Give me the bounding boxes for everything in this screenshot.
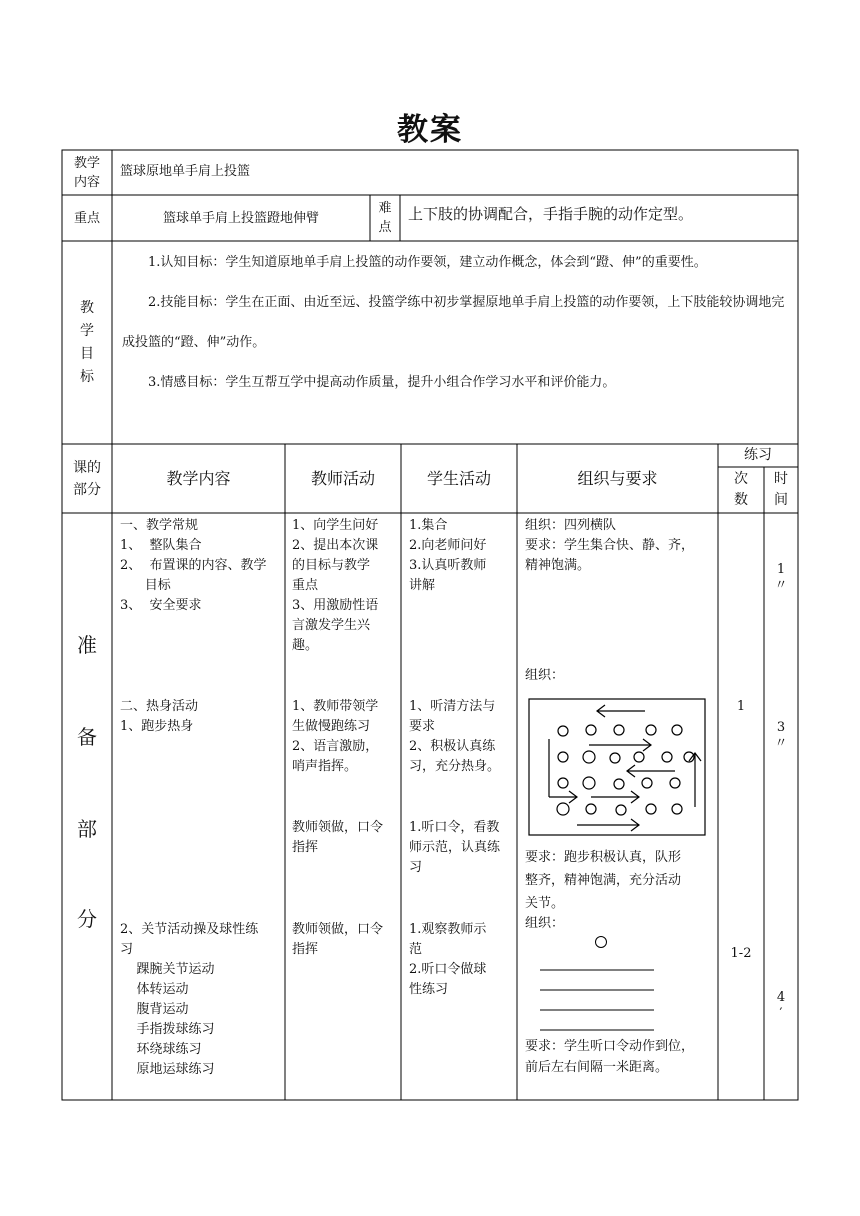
content-warmup: 二、热身活动 1、跑步热身 bbox=[120, 699, 199, 734]
section-name-1: 准 bbox=[77, 633, 97, 657]
student-warmup: 1、听清方法与 要求 2、积极认真练 习，充分热身。 bbox=[409, 699, 501, 774]
header-practice: 练习 bbox=[744, 447, 772, 463]
content-value: 篮球原地单手肩上投篮 bbox=[120, 164, 251, 179]
section-name-2: 备 bbox=[77, 725, 97, 749]
objective-1: 1.认知目标：学生知道原地单手肩上投篮的动作要领，建立动作概念，体会到“蹬、伸”的重要性。 bbox=[148, 255, 707, 270]
section-name-3: 部 bbox=[77, 817, 97, 841]
org-warmup-requirements: 要求：跑步积极认真，队形 整齐，精神饱满，充分活动 关节。 组织： bbox=[525, 850, 682, 931]
content-label: 教学 内容 bbox=[73, 155, 100, 190]
student-ball-practice: 1.观察教师示 范 2.听口令做球 性练习 bbox=[409, 922, 487, 997]
header-time: 时 间 bbox=[774, 471, 788, 508]
header-count: 次 数 bbox=[734, 471, 748, 508]
content-joint-exercise: 2、关节活动操及球性练 习 踝腕关节运动 体转运动 腹背运动 手指拨球练习 环绕球练习 原地运球练习 bbox=[120, 922, 259, 1077]
header-student: 学生活动 bbox=[426, 469, 491, 488]
running-formation-diagram bbox=[527, 697, 707, 837]
time-routine: 1 〃 bbox=[774, 562, 788, 593]
difficulty-label: 难 点 bbox=[378, 201, 392, 235]
count-ball-practice: 1-2 bbox=[730, 946, 752, 961]
header-teacher: 教师活动 bbox=[310, 469, 375, 488]
header-part: 课的 部分 bbox=[73, 459, 101, 498]
student-routine: 1.集合 2.向老师问好 3.认真听教师 讲解 bbox=[409, 518, 487, 593]
objectives-label: 教 学 目 标 bbox=[80, 299, 94, 385]
teacher-demo-1: 教师领做，口令 指挥 bbox=[292, 820, 384, 855]
time-ball-practice: 4 ′ bbox=[776, 990, 786, 1021]
teacher-warmup: 1、教师带领学 生做慢跑练习 2、语言激励， 哨声指挥。 bbox=[292, 699, 379, 774]
student-follow: 1.听口令，看教 师示范，认真练 习 bbox=[409, 820, 501, 875]
org-ball-requirements: 要求：学生听口令动作到位， 前后左右间隔一米距离。 bbox=[525, 1039, 695, 1075]
count-warmup: 1 bbox=[736, 699, 746, 714]
org-routine: 组织：四列横队 要求：学生集合快、静、齐， 精神饱满。 bbox=[525, 518, 695, 573]
teacher-demo-2: 教师领做，口令 指挥 bbox=[292, 922, 384, 957]
time-warmup: 3 〃 bbox=[774, 720, 788, 751]
line-formation-diagram bbox=[530, 932, 660, 1036]
key-point-label: 重点 bbox=[73, 210, 100, 226]
header-organization: 组织与要求 bbox=[577, 469, 658, 488]
document-title: 教案 bbox=[397, 112, 463, 148]
objective-2: 2.技能目标：学生在正面、由近至远、投篮学练中初步掌握原地单手肩上投篮的动作要领，上下肢能较协调地完成投篮的“蹬、伸”动作。 bbox=[122, 295, 785, 350]
difficulty-value: 上下肢的协调配合，手指手腕的动作定型。 bbox=[408, 205, 694, 223]
header-content: 教学内容 bbox=[166, 469, 231, 488]
teacher-routine: 1、向学生问好 2、提出本次课 的目标与教学 重点 3、用激励性语 言激发学生兴 趣。 bbox=[292, 518, 379, 653]
section-name-4: 分 bbox=[77, 907, 97, 931]
content-routine: 一、教学常规 1、 整队集合 2、 布置课的内容、教学 目标 3、 安全要求 bbox=[120, 518, 267, 613]
objective-3: 3.情感目标：学生互帮互学中提高动作质量，提升小组合作学习水平和评价能力。 bbox=[148, 375, 616, 390]
org-warmup-label: 组织： bbox=[525, 668, 565, 683]
objectives-list bbox=[122, 243, 792, 403]
key-point-value: 篮球单手肩上投篮蹬地伸臂 bbox=[162, 210, 319, 226]
